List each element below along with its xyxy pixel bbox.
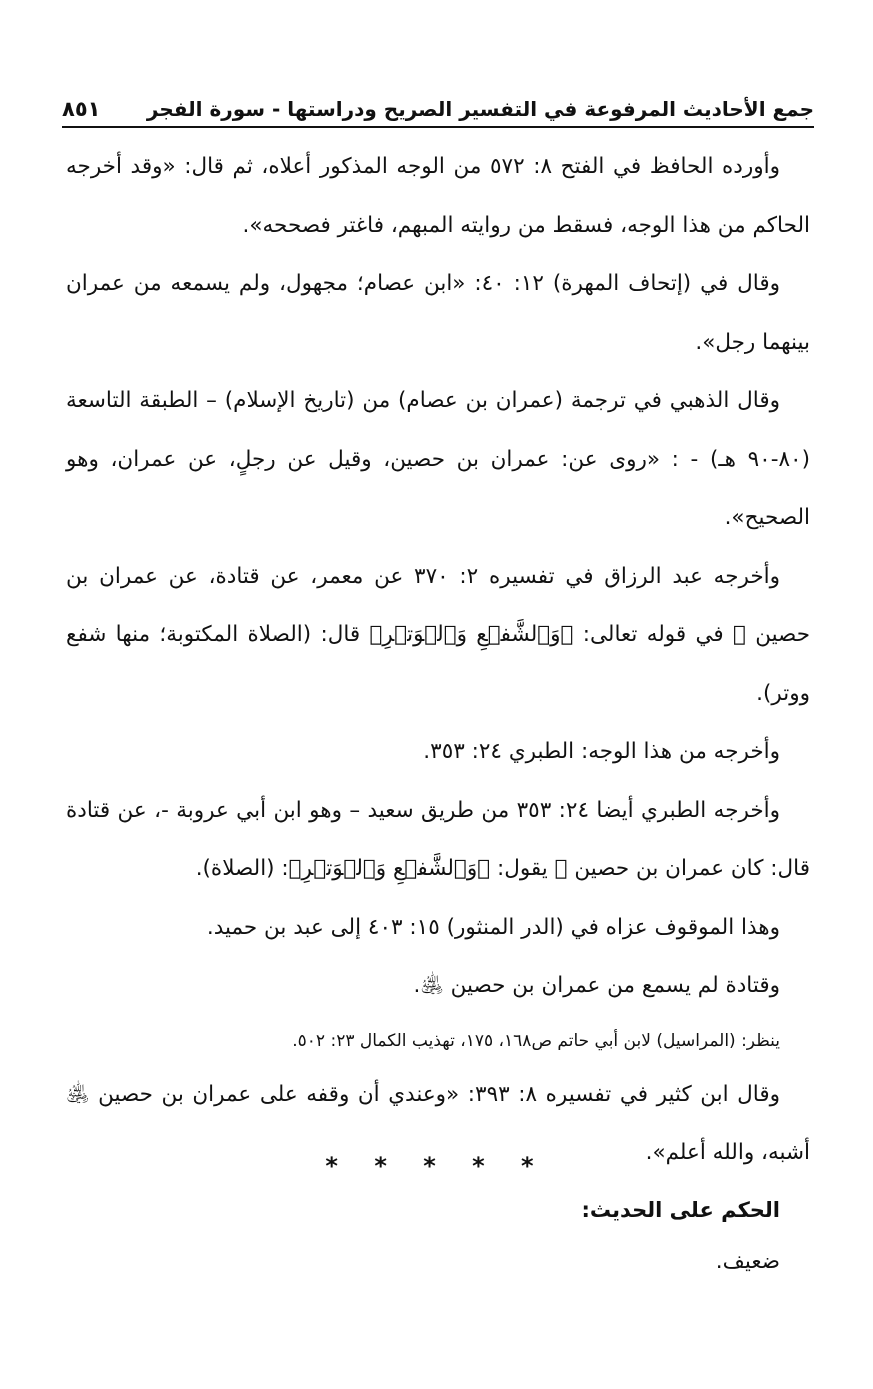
paragraph-abdulrazzaq-citation: وأخرجه عبد الرزاق في تفسيره ٢: ٣٧٠ عن معمر، عن قتادة، عن عمران بن حصين ﵁ في قوله تعالى: ﴿وَٱلشَّفۡعِ وَٱلۡوَتۡرِ﴾ قال: (الصلاة المكتوبة؛ منها شفع ووتر). [66, 563, 810, 706]
paragraph-tabari-second-citation: وأخرجه الطبري أيضا ٢٤: ٣٥٣ من طريق سعيد – وهو ابن أبي عروبة -، عن قتادة قال: كان عمران بن حصين ﵁ يقول: ﴿وَٱلشَّفۡعِ وَٱلۡوَتۡرِ﴾: (الصلاة). [66, 797, 810, 881]
reference-note: ينظر: (المراسيل) لابن أبي حاتم ص١٦٨، ١٧٥، تهذيب الكمال ٢٣: ٥٠٢. [292, 1030, 780, 1051]
header-title: جمع الأحاديث المرفوعة في التفسير الصريح ودراستها - سورة الفجر [146, 97, 814, 121]
paragraph-dhahabi-citation: وقال الذهبي في ترجمة (عمران بن عصام) من (تاريخ الإسلام) – الطبقة التاسعة (٨٠-٩٠ هـ) - : «روى عن: عمران بن حصين، وقيل عن رجلٍ، عن عمران، وهو الصحيح». [66, 388, 810, 530]
running-header [62, 92, 814, 128]
paragraph-ithaf-citation: وقال في (إتحاف المهرة) ١٢: ٤٠: «ابن عصام؛ مجهول، ولم يسمعه من عمران بينهما رجل». [66, 271, 810, 355]
ruling-value: ضعيف. [715, 1248, 780, 1274]
paragraph-durr-manthur-citation: وهذا الموقوف عزاه في (الدر المنثور) ١٥: ٤٠٣ إلى عبد بن حميد. [206, 914, 780, 940]
ruling-heading: الحكم على الحديث: [581, 1197, 780, 1222]
paragraph-tabari-citation: وأخرجه من هذا الوجه: الطبري ٢٤: ٣٥٣. [423, 739, 780, 764]
page-body [66, 138, 810, 1287]
page-number: ٨٥١ [62, 97, 101, 121]
paragraph-ibn-kathir-citation: وقال ابن كثير في تفسيره ٨: ٣٩٣: «وعندي أن وقفه على عمران بن حصين ﵁ أشبه، والله أعلم». [66, 1081, 810, 1165]
paragraph-qatada-note: وقتادة لم يسمع من عمران بن حصين ﵁. [413, 973, 780, 998]
section-separator: * * * * * [325, 1152, 548, 1180]
paragraph-fath-citation: وأورده الحافظ في الفتح ٨: ٥٧٢ من الوجه المذكور أعلاه، ثم قال: «وقد أخرجه الحاكم من هذا الوجه، فسقط من روايته المبهم، فاغتر فصححه». [66, 154, 810, 238]
